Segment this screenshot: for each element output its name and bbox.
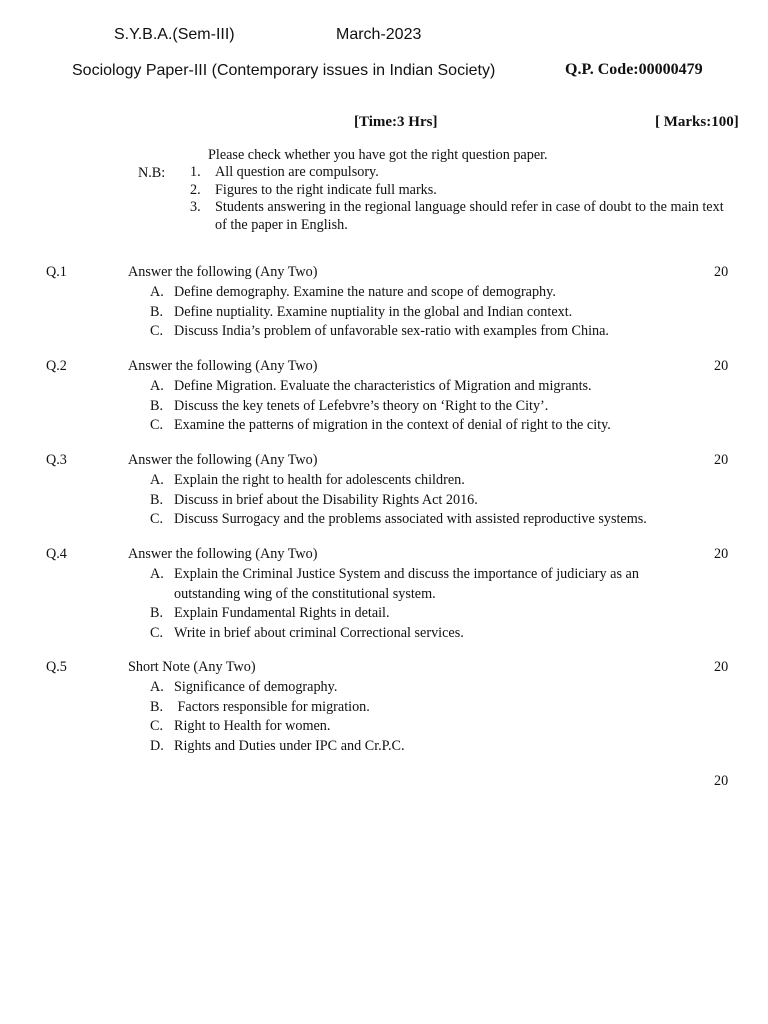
option-letter: A. xyxy=(150,679,164,695)
option-text: Examine the patterns of migration in the context of denial of right to the city. xyxy=(174,417,611,433)
question-marks: 20 xyxy=(714,452,729,468)
option-item xyxy=(150,510,710,530)
option-letter: A. xyxy=(150,284,164,300)
option-item xyxy=(150,604,710,624)
option-item xyxy=(150,322,710,342)
instruction-text: Figures to the right indicate full marks. xyxy=(215,181,437,198)
question-marks: 20 xyxy=(714,546,729,562)
trailing-marks: 20 xyxy=(714,773,729,789)
option-letter: D. xyxy=(150,737,164,754)
option-item xyxy=(150,491,710,511)
option-text: Right to Health for women. xyxy=(174,718,331,734)
question-number: Q.4 xyxy=(46,546,67,562)
option-letter: C. xyxy=(150,718,164,734)
question-marks: 20 xyxy=(714,264,729,280)
option-text: Discuss in brief about the Disability Rights Act 2016. xyxy=(174,491,478,508)
question-title: Answer the following (Any Two) xyxy=(128,264,318,280)
option-item xyxy=(150,624,710,644)
paper-title: Sociology Paper-III (Contemporary issues in Indian Society) xyxy=(72,62,496,79)
option-text: Factors responsible for migration. xyxy=(174,698,370,715)
instruction-item xyxy=(190,182,730,200)
option-text: Write in brief about criminal Correctional services. xyxy=(174,624,464,641)
option-text: Define nuptiality. Examine nuptiality in the global and Indian context. xyxy=(174,303,573,320)
option-letter: B. xyxy=(150,303,164,320)
option-item xyxy=(150,698,710,718)
option-text: Define Migration. Evaluate the characteristics of Migration and migrants. xyxy=(174,378,592,394)
option-text: Explain the Criminal Justice System and discuss the importance of judiciary as an outstanding wing of the constitutional system. xyxy=(174,566,639,602)
question-marks: 20 xyxy=(714,659,729,675)
exam-marks: [ Marks:100] xyxy=(655,114,739,130)
option-text: Define demography. Examine the nature and scope of demography. xyxy=(174,284,556,300)
exam-time: [Time:3 Hrs] xyxy=(354,114,438,130)
option-letter: B. xyxy=(150,397,164,414)
option-item xyxy=(150,565,710,604)
question-title: Answer the following (Any Two) xyxy=(128,358,318,374)
option-item xyxy=(150,416,710,436)
option-text: Significance of demography. xyxy=(174,679,338,695)
option-text: Discuss Surrogacy and the problems associated with assisted reproductive systems. xyxy=(174,511,647,527)
question-number: Q.5 xyxy=(46,659,67,675)
option-letter: B. xyxy=(150,491,164,508)
exam-date: March-2023 xyxy=(336,26,422,43)
option-letter: C. xyxy=(150,417,164,433)
instruction-text: All question are compulsory. xyxy=(215,164,379,180)
check-paper-note: Please check whether you have got the right question paper. xyxy=(208,147,548,163)
question-title: Answer the following (Any Two) xyxy=(128,546,318,562)
option-item xyxy=(150,737,710,757)
instruction-item xyxy=(190,164,730,182)
option-item xyxy=(150,377,710,397)
option-letter: A. xyxy=(150,378,164,394)
instruction-text: Students answering in the regional language should refer in case of doubt to the main text of the paper in English. xyxy=(215,199,724,233)
question-number: Q.1 xyxy=(46,264,67,280)
option-letter: B. xyxy=(150,698,164,715)
course-name: S.Y.B.A.(Sem-III) xyxy=(114,26,235,43)
instruction-number: 3. xyxy=(190,199,201,215)
instruction-item xyxy=(190,199,730,234)
nb-label: N.B: xyxy=(138,165,166,181)
option-item xyxy=(150,678,710,698)
option-letter: C. xyxy=(150,624,164,641)
option-letter: B. xyxy=(150,605,164,621)
question-number: Q.2 xyxy=(46,358,67,374)
question-number: Q.3 xyxy=(46,452,67,468)
option-item xyxy=(150,283,710,303)
option-text: Explain Fundamental Rights in detail. xyxy=(174,605,390,621)
instruction-number: 1. xyxy=(190,164,201,180)
option-letter: C. xyxy=(150,323,164,339)
option-letter: A. xyxy=(150,566,164,582)
option-letter: A. xyxy=(150,472,164,488)
question-title: Answer the following (Any Two) xyxy=(128,452,318,468)
option-text: Rights and Duties under IPC and Cr.P.C. xyxy=(174,737,405,754)
option-text: Discuss India’s problem of unfavorable sex-ratio with examples from China. xyxy=(174,323,609,339)
instructions-list xyxy=(190,164,730,234)
option-item xyxy=(150,303,710,323)
instruction-number: 2. xyxy=(190,181,201,198)
option-text: Discuss the key tenets of Lefebvre’s theory on ‘Right to the City’. xyxy=(174,397,549,414)
qp-code: Q.P. Code:00000479 xyxy=(565,61,703,78)
option-item xyxy=(150,471,710,491)
option-item xyxy=(150,397,710,417)
question-marks: 20 xyxy=(714,358,729,374)
option-item xyxy=(150,717,710,737)
option-letter: C. xyxy=(150,511,164,527)
question-title: Short Note (Any Two) xyxy=(128,659,256,675)
option-text: Explain the right to health for adolescents children. xyxy=(174,472,465,488)
